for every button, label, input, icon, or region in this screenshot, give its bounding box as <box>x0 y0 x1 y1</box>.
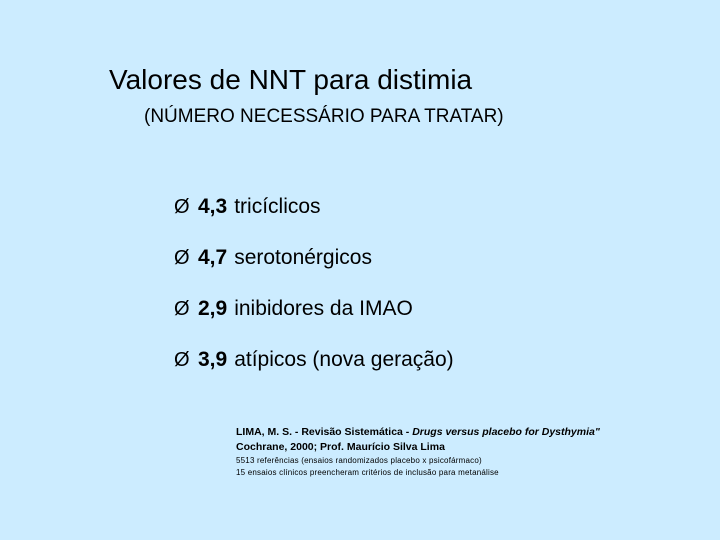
nnt-value: 2,9 <box>198 297 228 320</box>
drug-class-label: atípicos (nova geração) <box>234 348 454 371</box>
slide-title: Valores de NNT para distimia <box>109 64 473 95</box>
nnt-value: 4,3 <box>198 195 228 218</box>
reference-title: Drugs versus placebo for Dysthymia" <box>412 426 600 438</box>
nnt-value: 3,9 <box>198 348 228 371</box>
reference-note: 15 ensaios clínicos preencheram critérios de inclusão para metanálise <box>236 468 499 477</box>
arrow-bullet-icon: Ø <box>174 348 190 371</box>
drug-class-label: serotonérgicos <box>234 246 372 269</box>
reference-block <box>236 425 706 479</box>
list-item <box>174 190 454 224</box>
arrow-bullet-icon: Ø <box>174 297 190 320</box>
list-item <box>174 343 454 377</box>
nnt-value: 4,7 <box>198 246 228 269</box>
reference-source: Cochrane, 2000; Prof. Maurício Silva Lima <box>236 441 445 453</box>
drug-class-label: tricíclicos <box>234 195 321 218</box>
arrow-bullet-icon: Ø <box>174 195 190 218</box>
reference-citation <box>236 425 706 440</box>
slide-subtitle: (NÚMERO NECESSÁRIO PARA TRATAR) <box>144 106 504 127</box>
reference-note: 5513 referências (ensaios randomizados placebo x psicofármaco) <box>236 456 482 465</box>
list-item <box>174 292 454 326</box>
nnt-list <box>174 190 454 394</box>
arrow-bullet-icon: Ø <box>174 246 190 269</box>
drug-class-label: inibidores da IMAO <box>234 297 413 320</box>
list-item <box>174 241 454 275</box>
reference-author: LIMA, M. S. - Revisão Sistemática - <box>236 426 413 438</box>
